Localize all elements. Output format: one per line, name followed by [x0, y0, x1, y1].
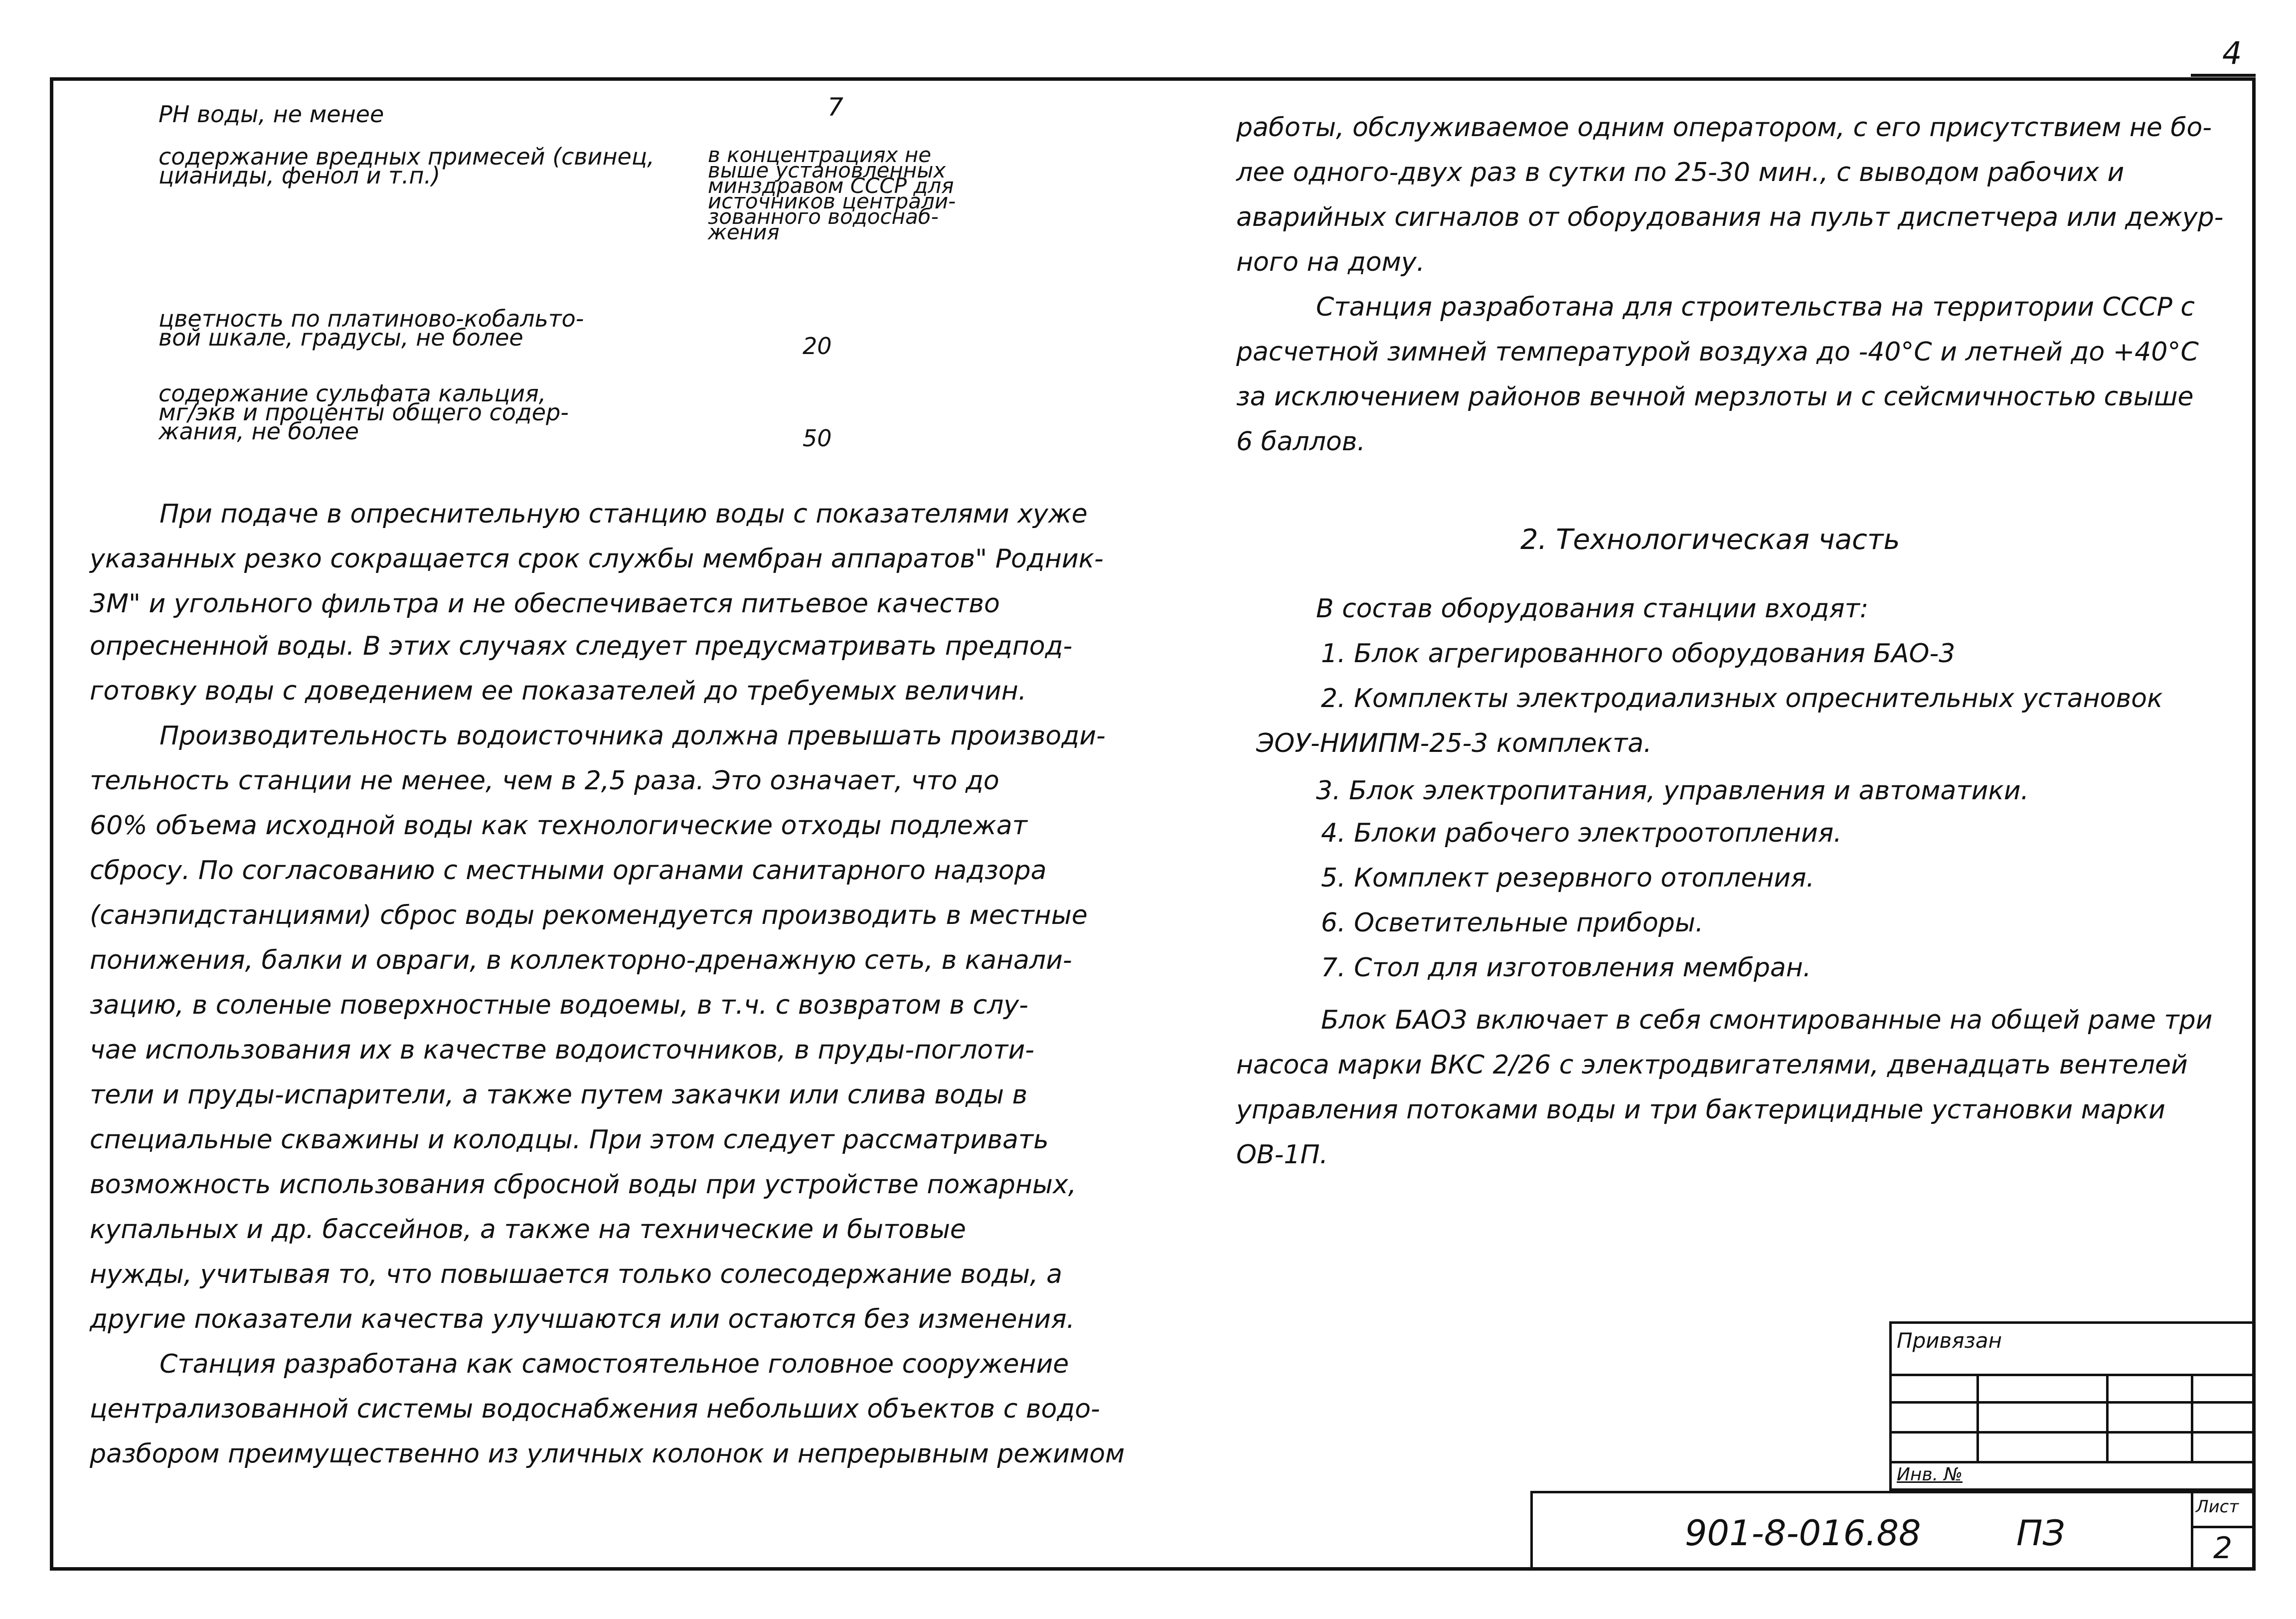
text-line: Станция разработана как самостоятельное головное сооружение	[160, 1349, 1069, 1379]
text-line: специальные скважины и колодцы. При этом следует рассматривать	[90, 1125, 1049, 1155]
list-item: 5. Комплект резервного отопления.	[1321, 863, 1815, 893]
list-item: ЭОУ-НИИПМ-25-3 комплекта.	[1256, 728, 1652, 758]
list-item: 4. Блоки рабочего электроотопления.	[1321, 818, 1842, 848]
text-line: тели и пруды-испарители, а также путем закачки или слива воды в	[90, 1080, 1028, 1110]
stamp-line	[1976, 1374, 1979, 1461]
text-line: готовку воды с доведением ее показателей до требуемых величин.	[90, 676, 1027, 706]
text-line: чае использования их в качестве водоисточников, в пруды-поглоти-	[90, 1035, 1035, 1065]
text-line: ОВ-1П.	[1236, 1140, 1328, 1170]
list-item: 3. Блок электропитания, управления и автоматики.	[1316, 776, 2029, 806]
text-line: ного на дому.	[1236, 247, 1425, 277]
text-line: 60% объема исходной воды как технологические отходы подлежат	[90, 811, 1027, 841]
req-value-sulfate: 50	[803, 425, 832, 452]
text-line: управления потоками воды и три бактерицидные установки марки	[1236, 1095, 2165, 1125]
text-line: Блок БАО3 включает в себя смонтированные на общей раме три	[1321, 1005, 2213, 1035]
stamp-line	[1889, 1374, 2256, 1376]
text-line: зацию, в соленые поверхностные водоемы, в т.ч. с возвратом в слу-	[90, 990, 1028, 1020]
text-line: расчетной зимней температурой воздуха до -40°С и летней до +40°С	[1236, 337, 2199, 367]
list-item: 6. Осветительные приборы.	[1321, 908, 1704, 938]
req-value-color: 20	[803, 333, 832, 360]
req-label-ph: РН воды, не менее	[159, 101, 384, 128]
text-line: Производительность водоисточника должна превышать производи-	[160, 721, 1106, 751]
text-line: понижения, балки и овраги, в коллекторно-дренажную сеть, в канали-	[90, 945, 1072, 975]
text-line: 3М" и угольного фильтра и не обеспечивается питьевое качество	[90, 589, 1000, 619]
list-intro: В состав оборудования станции входят:	[1316, 594, 1869, 624]
list-item: 7. Стол для изготовления мембран.	[1321, 953, 1811, 983]
text-line: лее одного-двух раз в сутки по 25-30 мин., с выводом рабочих и	[1236, 158, 2125, 187]
text-line: централизованной системы водоснабжения небольших объектов с водо-	[90, 1394, 1100, 1424]
text-line: 6 баллов.	[1236, 427, 1366, 457]
text-line: Станция разработана для строительства на территории СССР с	[1316, 292, 2195, 322]
text-line: сбросу. По согласованию с местными органами санитарного надзора	[90, 856, 1047, 886]
text-line: При подаче в опреснительную станцию воды с показателями хуже	[160, 499, 1088, 529]
doc-type: ПЗ	[2016, 1513, 2065, 1554]
text-line: опресненной воды. В этих случаях следует предусматривать предпод-	[90, 631, 1073, 661]
req-label-sulfate: содержание сульфата кальция, мг/экв и проценты общего содер- жания, не более	[159, 380, 569, 445]
stamp-line	[1889, 1401, 2256, 1404]
stamp-line	[2191, 1491, 2193, 1571]
stamp-line	[2191, 1526, 2256, 1528]
stamp-line	[1889, 1461, 2256, 1463]
doc-code: 901-8-016.88	[1685, 1513, 1921, 1554]
text-line: работы, обслуживаемое одним оператором, с его присутствием не бо-	[1236, 113, 2212, 143]
text-line: аварийных сигналов от оборудования на пульт диспетчера или дежур-	[1236, 202, 2224, 232]
text-line: насоса марки ВКС 2/26 с электродвигателями, двенадцать вентелей	[1236, 1050, 2188, 1080]
text-line: другие показатели качества улучшаются или остаются без изменения.	[90, 1304, 1075, 1334]
corner-underline	[2191, 74, 2256, 77]
sheet-corner-number: 4	[2222, 35, 2242, 71]
list-item: 1. Блок агрегированного оборудования БАО-3	[1321, 639, 1956, 669]
text-line: за исключением районов вечной мерзлоты и с сейсмичностью свыше	[1236, 382, 2194, 412]
sheet-number: 2	[2213, 1531, 2233, 1566]
section-heading: 2. Технологическая часть	[1520, 524, 1900, 556]
page-number-top: 7	[827, 93, 843, 122]
req-value-impurities: в концентрациях не выше установленных минздравом СССР для источников централи- зованного водоснаб- жения	[708, 143, 956, 244]
text-line: (санэпидстанциями) сброс воды рекомендуется производить в местные	[90, 900, 1088, 930]
text-line: купальных и др. бассейнов, а также на технические и бытовые	[90, 1215, 966, 1245]
stamp-line	[1889, 1431, 2256, 1434]
text-line: указанных резко сокращается срок службы мембран аппаратов" Родник-	[90, 544, 1104, 574]
list-item: 2. Комплекты электродиализных опреснительных установок	[1321, 684, 2163, 714]
text-line: тельность станции не менее, чем в 2,5 раза. Это означает, что до	[90, 766, 999, 796]
req-label-impurities: содержание вредных примесей (свинец, цианиды, фенол и т.п.)	[159, 143, 655, 189]
sheet-label: Лист	[2196, 1497, 2239, 1517]
req-label-color: цветность по платиново-кобальто- вой шкале, градусы, не более	[159, 305, 584, 351]
privyazan-label: Привязан	[1897, 1328, 2002, 1353]
stamp-line	[2191, 1374, 2193, 1461]
text-line: нужды, учитывая то, что повышается только солесодержание воды, а	[90, 1259, 1062, 1289]
text-line: разбором преимущественно из уличных колонок и непрерывным режимом	[90, 1439, 1125, 1469]
inv-no-label: Инв. №	[1897, 1464, 1963, 1485]
stamp-line	[2106, 1374, 2109, 1461]
text-line: возможность использования сбросной воды при устройстве пожарных,	[90, 1170, 1077, 1200]
